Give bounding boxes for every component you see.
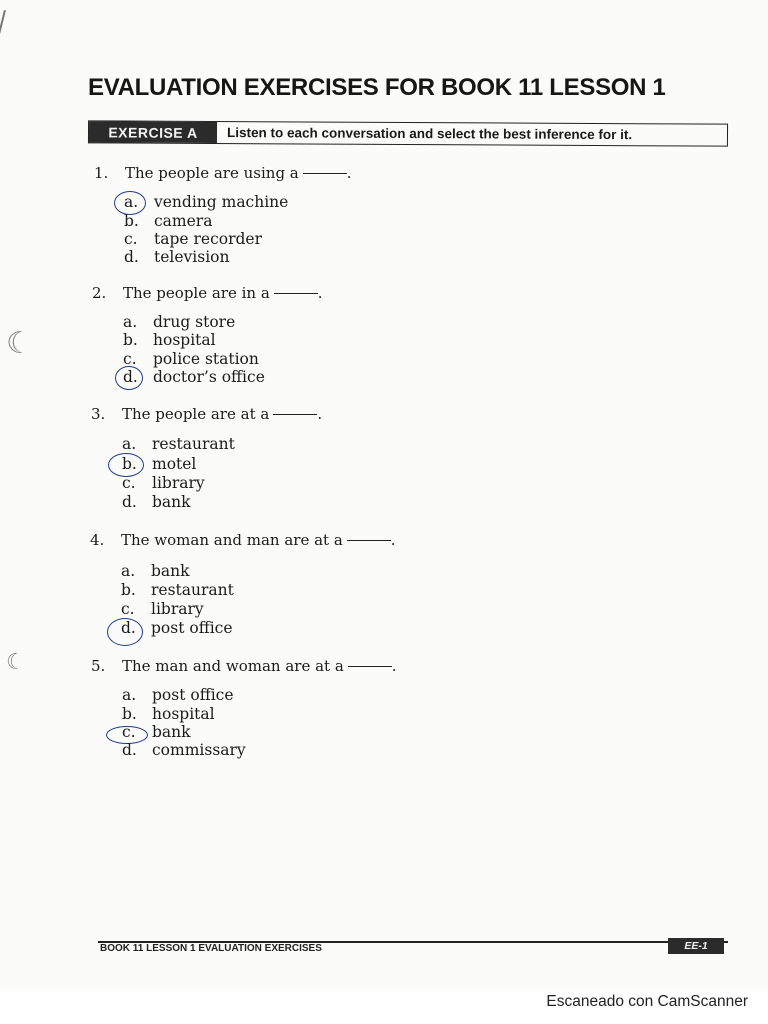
page-title: EVALUATION EXERCISES FOR BOOK 11 LESSON 1: [88, 74, 666, 101]
answer-blank: [347, 540, 391, 541]
option-a[interactable]: a. bank: [121, 562, 190, 580]
option-d[interactable]: d. post office: [121, 619, 233, 637]
option-a[interactable]: a. drug store: [123, 313, 236, 331]
question-stem: The woman and man are at a .: [121, 531, 396, 549]
answer-blank: [273, 414, 317, 415]
answer-blank: [274, 293, 318, 294]
question-number: 5.: [91, 657, 106, 675]
question-number: 3.: [91, 405, 106, 423]
option-d[interactable]: d. bank: [122, 493, 191, 511]
page-number-badge: EE-1: [668, 938, 724, 954]
footer-text: BOOK 11 LESSON 1 EVALUATION EXERCISES: [100, 943, 322, 954]
exercise-header: [88, 120, 728, 146]
page-edge-mark: [0, 10, 6, 93]
option-d[interactable]: d. television: [124, 248, 230, 266]
option-a[interactable]: a. restaurant: [122, 435, 235, 453]
option-b[interactable]: b. camera: [124, 212, 213, 230]
question-stem: The people are using a .: [125, 164, 352, 182]
question-number: 1.: [94, 164, 109, 182]
question-stem: The people are at a .: [122, 405, 323, 423]
option-a[interactable]: a. vending machine: [124, 193, 289, 211]
question-stem: The man and woman are at a .: [122, 657, 397, 675]
option-d[interactable]: d. commissary: [122, 741, 246, 759]
exercise-badge: EXERCISE A: [89, 121, 217, 143]
answer-blank: [303, 173, 347, 174]
option-b[interactable]: b. restaurant: [121, 581, 234, 599]
question-number: 2.: [92, 284, 107, 302]
option-c[interactable]: c. library: [121, 600, 204, 618]
option-c[interactable]: c. library: [122, 474, 205, 492]
question-number: 4.: [90, 531, 105, 549]
hole-punch-mark: ☾: [6, 650, 26, 675]
option-a[interactable]: a. post office: [122, 686, 234, 704]
question-stem: The people are in a .: [123, 284, 323, 302]
answer-blank: [348, 666, 392, 667]
option-c[interactable]: c. tape recorder: [124, 230, 263, 248]
hole-punch-mark: ☾: [6, 326, 33, 361]
option-b[interactable]: b. motel: [122, 455, 197, 473]
option-c[interactable]: c. bank: [122, 723, 191, 741]
exercise-instruction: Listen to each conversation and select the best inference for it.: [226, 125, 633, 143]
scanner-watermark: Escaneado con CamScanner: [546, 993, 748, 1010]
option-b[interactable]: b. hospital: [122, 705, 215, 723]
option-b[interactable]: b. hospital: [123, 331, 216, 349]
option-c[interactable]: c. police station: [123, 350, 259, 368]
option-d[interactable]: d. doctor’s office: [123, 368, 265, 386]
